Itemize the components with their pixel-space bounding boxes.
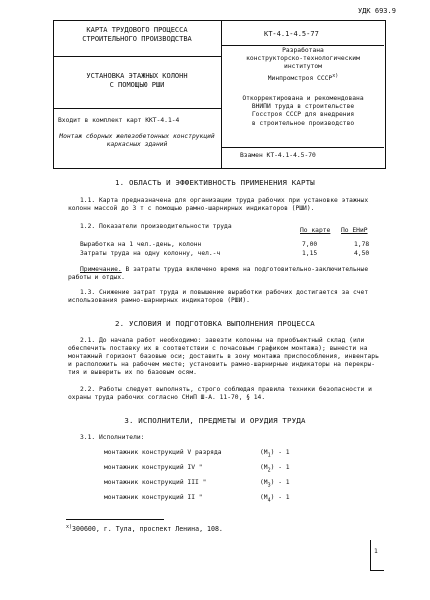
footnote-rule: [66, 519, 164, 520]
paragraph-2-1-line: монтажный горизонт базовые оси; доставить в зону монтажа приспособления, инвентарь: [68, 353, 379, 360]
table-row-card: 1,15: [302, 250, 318, 257]
table-row-enir: 1,78: [354, 241, 370, 248]
approval-info: Откорректирована и рекомендована ВНИПИ труда в строительстве Госстроя СССР для внедрения в строительное производство: [242, 95, 364, 127]
column-header-enir: По ЕНиР: [341, 227, 368, 234]
paragraph-2-2-line: охраны труда рабочих согласно СНиП Ш-А. 11-70, § 14.: [68, 394, 266, 401]
page-number: 1: [374, 548, 378, 555]
table-row-label: Затраты труда на одну колонну, чел.-ч: [80, 250, 221, 257]
card-type-title: КАРТА ТРУДОВОГО ПРОЦЕССА СТРОИТЕЛЬНОГО ПРОИЗВОДСТВА: [82, 26, 192, 43]
note-cont: работы и отдых.: [68, 274, 125, 281]
worker-code: $(М_2) - 1$: [260, 464, 290, 474]
paragraph-1-2: 1.2. Показатели производительности труда: [80, 223, 232, 230]
paragraph-2-1-line: обеспечить поставку их в соответствии с почасовым графиком монтажа); вынести на: [68, 345, 368, 352]
worker-row: монтажник конструкций V разряда: [104, 449, 222, 456]
note: Примечание. В затраты труда включено время на подготовительно-заключительные: [80, 266, 369, 273]
udk-code: УДК 693.9: [358, 7, 396, 15]
paragraph-3-1: 3.1. Исполнители:: [80, 434, 145, 441]
paragraph-1-3: 1.3. Снижение затрат труда и повышение выработки рабочих достигается за счет: [80, 289, 369, 296]
footnote: $^{x)}$300600, г. Тула, проспект Ленина, 108.: [66, 524, 223, 534]
table-row-label: Выработка на 1 чел.-день, колонн: [80, 241, 202, 248]
worker-code: $(М_3) - 1$: [260, 479, 290, 489]
section-1-title: 1. ОБЛАСТЬ И ЭФФЕКТИВНОСТЬ ПРИМЕНЕНИЯ КАРТЫ: [115, 178, 315, 187]
worker-row: монтажник конструкций II ": [104, 494, 203, 501]
paragraph-2-1-line: и расположить на рабочем месте; установить рамно-шарнирные индикаторы на перекры-: [68, 361, 376, 368]
paragraph-2-2: 2.2. Работы следует выполнять, строго соблюдая правила техники безопасности и: [80, 386, 372, 393]
table-row-card: 7,00: [302, 241, 318, 248]
complect-label: Входит в комплект карт ККТ-4.1-4: [58, 117, 180, 124]
worker-code: $(М_4) - 1$: [260, 494, 290, 504]
paragraph-2-1-line: тия и выверить их по базовым осям.: [68, 369, 197, 376]
worker-row: монтажник конструкций III ": [104, 479, 207, 486]
table-row-enir: 4,50: [354, 250, 370, 257]
page-number-rule: [370, 540, 371, 570]
worker-row: монтажник конструкций IV ": [104, 464, 203, 471]
section-2-title: 2. УСЛОВИЯ И ПОДГОТОВКА ВЫПОЛНЕНИЯ ПРОЦЕССА: [115, 319, 315, 328]
paragraph-2-1: 2.1. До начала работ необходимо: завезти колонны на приобъектный склад (или: [80, 337, 365, 344]
work-scope: Монтаж сборных железобетонных конструкций каркасных зданий: [59, 133, 215, 149]
paragraph-1-1: 1.1. Карта предназначена для организации труда рабочих при установке этажных: [80, 197, 369, 204]
paragraph-1-1-cont: колонн массой до 3 т с помощью рамно-шарнирных индикаторов (РШИ).: [68, 205, 315, 212]
developer-info: Разработана конструкторско-технологическим институтом Минпромстроя СССР$^{x)}$: [246, 47, 360, 82]
worker-code: $(М_1) - 1$: [260, 449, 290, 459]
replaces-label: Взамен КТ-4.1-4.5-70: [240, 152, 316, 159]
paragraph-1-3-cont: использования рамно-шарнирных индикаторов (РШИ).: [68, 297, 250, 304]
process-title: УСТАНОВКА ЭТАЖНЫХ КОЛОНН С ПОМОЩЬЮ РШИ: [86, 72, 188, 89]
card-code: КТ-4.1-4.5-77: [264, 30, 319, 38]
column-header-card: По карте: [300, 227, 331, 234]
section-3-title: 3. ИСПОЛНИТЕЛИ, ПРЕДМЕТЫ И ОРУДИЯ ТРУДА: [124, 416, 306, 425]
